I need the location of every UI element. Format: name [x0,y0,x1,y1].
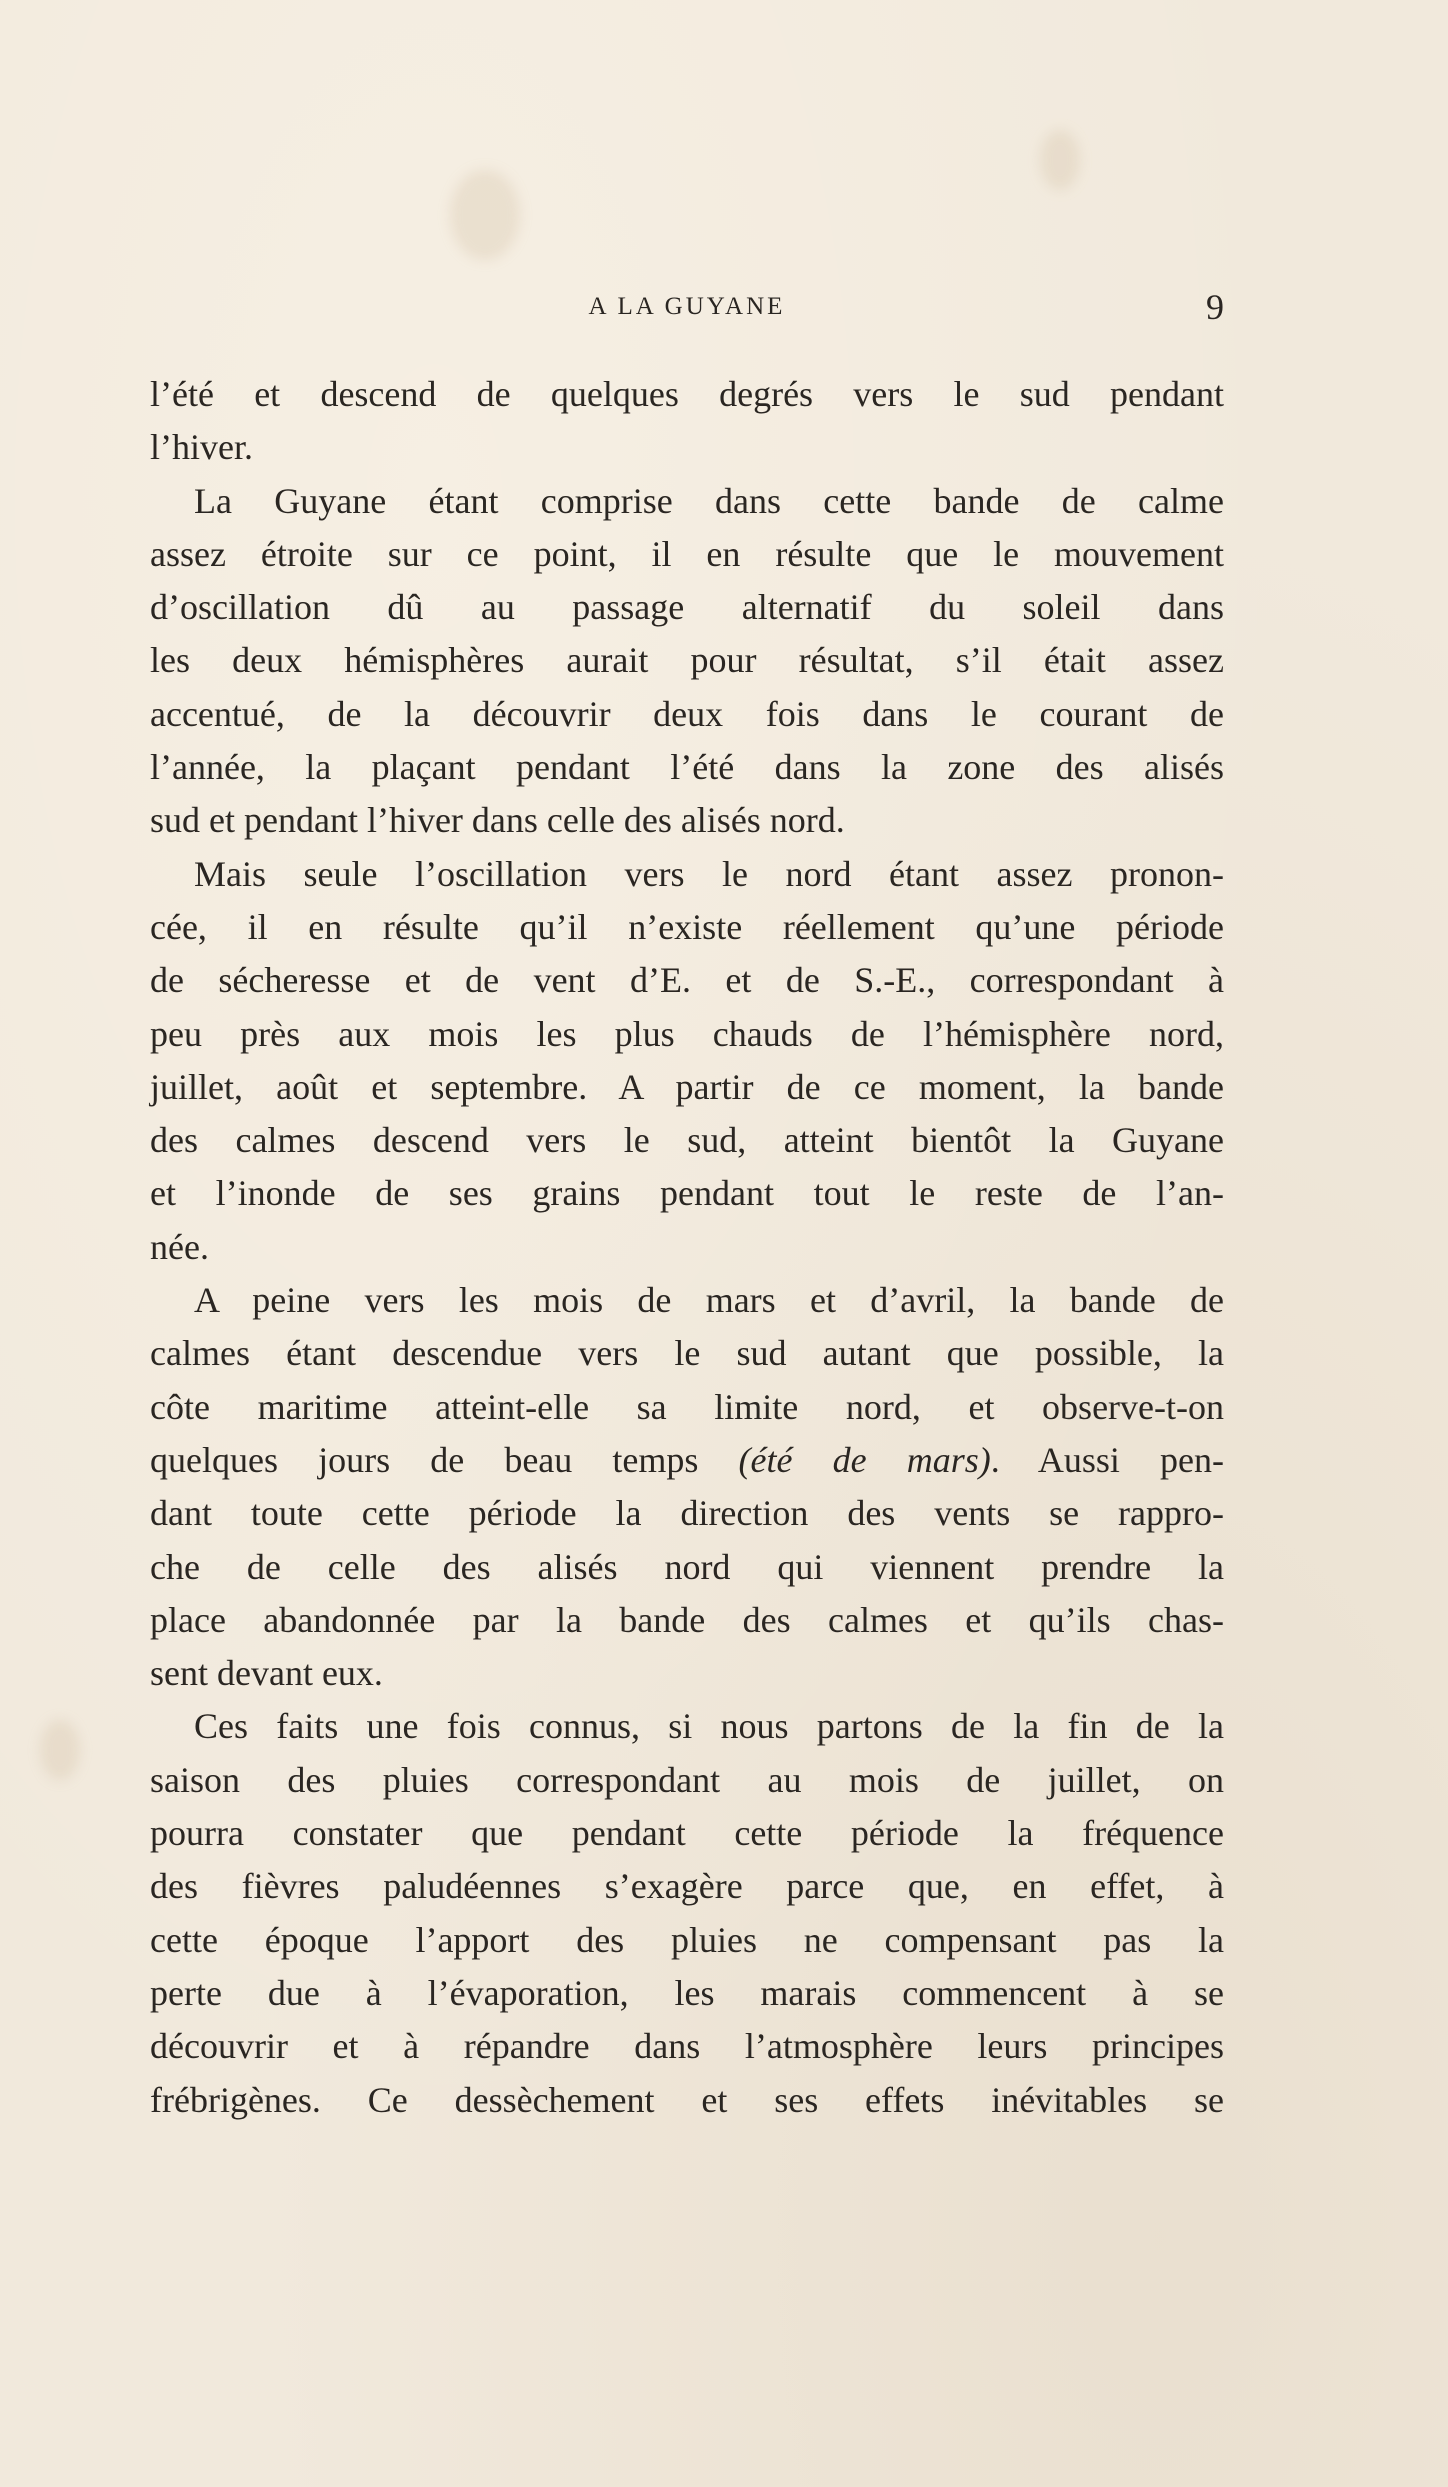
text-line: juillet, août et septembre. A partir de ce moment, la bande [150,1066,1224,1107]
text-line: dant toute cette période la direction des vents se rappro- [150,1493,1224,1534]
text-line: sud et pendant l’hiver dans celle des alisés nord. [150,800,845,841]
text-line: perte due à l’évaporation, les marais commencent à se [150,1972,1224,2013]
paper-stain [1040,130,1080,190]
text-line [150,1434,1224,1487]
page-number: 9 [1206,287,1224,327]
text-line: cette époque l’apport des pluies ne compensant pas la [150,1919,1224,1960]
running-title: A LA GUYANE [588,293,786,320]
text-line: de sécheresse et de vent d’E. et de S.-E., correspondant à [150,960,1224,1001]
body-text [150,368,1224,2127]
text-line: peu près aux mois les plus chauds de l’hémisphère nord, [150,1013,1224,1054]
text-line: La Guyane étant comprise dans cette bande de calme [194,480,1224,521]
text-line: pourra constater que pendant cette période la fréquence [150,1813,1224,1854]
text-line: A peine vers les mois de mars et d’avril, la bande de [194,1280,1224,1321]
text-line: saison des pluies correspondant au mois de juillet, on [150,1759,1224,1800]
text-line: che de celle des alisés nord qui viennent prendre la [150,1546,1224,1587]
text-line: d’oscillation dû au passage alternatif du soleil dans [150,587,1224,628]
paper-stain [450,170,520,260]
text-line: côte maritime atteint-elle sa limite nord, et observe-t-on [150,1386,1224,1427]
text-line: accentué, de la découvrir deux fois dans le courant de [150,693,1224,734]
text-line: née. [150,1226,209,1267]
text-line: place abandonnée par la bande des calmes et qu’ils chas- [150,1599,1224,1640]
text-line: l’été et descend de quelques degrés vers le sud pendant [150,374,1224,414]
text-line: des fièvres paludéennes s’exagère parce que, en effet, à [150,1866,1224,1907]
text-line: des calmes descend vers le sud, atteint bientôt la Guyane [150,1120,1224,1161]
paper-stain [40,1720,80,1780]
text-segment: . Aussi pen- [990,1439,1225,1480]
text-line: les deux hémisphères aurait pour résultat, s’il était assez [150,640,1224,681]
text-segment: quelques jours de beau temps [150,1439,739,1480]
page-header [150,282,1224,332]
text-line: Ces faits une fois connus, si nous partons de la fin de la [194,1706,1224,1747]
text-line: assez étroite sur ce point, il en résulte que le mouvement [150,533,1224,574]
text-line: calmes étant descendue vers le sud autant que possible, la [150,1333,1224,1374]
text-line: Mais seule l’oscillation vers le nord étant assez pronon- [194,853,1224,894]
text-line: l’hiver. [150,427,253,468]
text-line: l’année, la plaçant pendant l’été dans la zone des alisés [150,747,1224,788]
text-line: sent devant eux. [150,1653,383,1694]
text-line: découvrir et à répandre dans l’atmosphère leurs principes [150,2026,1224,2067]
text-line: frébrigènes. Ce dessèchement et ses effets inévitables se [150,2079,1224,2120]
italic-segment: (été de mars) [738,1439,991,1480]
text-line: cée, il en résulte qu’il n’existe réellement qu’une période [150,906,1224,947]
text-line: et l’inonde de ses grains pendant tout le reste de l’an- [150,1173,1224,1214]
